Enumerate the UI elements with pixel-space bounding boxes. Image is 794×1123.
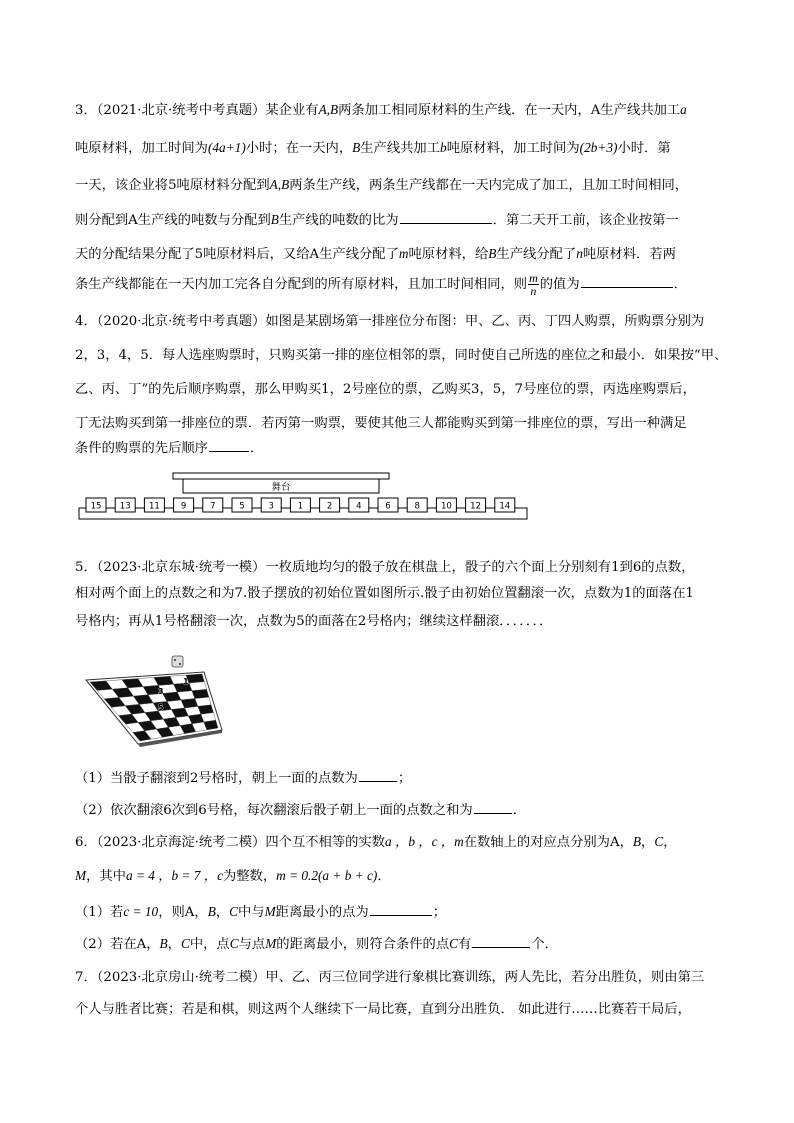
q6-answer-blank-2[interactable] — [472, 934, 530, 948]
fraction-denominator: n — [530, 284, 537, 298]
seat-number: 6 — [385, 501, 391, 512]
q6-var-C: C — [229, 936, 239, 951]
q6-sub-2 — [75, 934, 730, 955]
q6-text: ， — [215, 905, 230, 920]
q4-line-4: 丁无法购买到第一排座位的票．若丙第一购票，要使其他三人都能购买到第一排座位的票，写出一种满足 — [75, 416, 687, 431]
q3-line-3 — [75, 175, 730, 196]
cell-number-1: 1 — [183, 677, 189, 686]
q5-answer-blank-1[interactable] — [359, 768, 397, 782]
q3-text: 则分配到A生产线的吨数与分配到 — [75, 213, 271, 228]
q6-var-B: B — [632, 834, 642, 849]
q3-text: 一天，该企业将5吨原材料分配到 — [75, 178, 270, 193]
q6-var-M: M — [264, 904, 276, 919]
seat-row — [86, 498, 515, 512]
q5-text: ． — [512, 803, 526, 818]
q3-text: 条生产线都能在一天内加工完各自分配到的所有原材料，且加工时间相同，则 — [75, 277, 528, 292]
q5-text: ； — [397, 771, 412, 786]
q3-line-6 — [75, 272, 730, 298]
q6-answer-blank-1[interactable] — [370, 902, 432, 916]
q5-text: （1）当骰子翻滚到2号格时，朝上一面的点数为 — [75, 771, 358, 786]
q6-text: ，其中 — [86, 869, 126, 884]
q3-text: 生产线共加工 — [360, 141, 441, 156]
q6-vars: a ，b ，c ，m — [385, 834, 464, 849]
q3-var-m: m — [398, 246, 409, 261]
q3-var-B: B — [488, 246, 497, 261]
q3-line-2 — [75, 138, 730, 159]
board-cell — [189, 682, 207, 691]
q5-sub-1 — [75, 768, 730, 789]
q3-answer-blank-2[interactable] — [581, 274, 673, 288]
q3-text: 的值为 — [539, 277, 580, 292]
q6-var-c: c — [217, 868, 223, 883]
q6-m-expression: m = 0.2(a + b + c) — [276, 868, 378, 883]
q6-text: ，则A， — [158, 905, 208, 920]
q5-line-1: 5．（2023·北京东城·统考一模）一枚质地均匀的骰子放在棋盘上，骰子的六个面上分别刻有1到6的点数， — [75, 560, 695, 575]
q3-text: 生产线的吨数的比为 — [278, 213, 399, 228]
fraction-numerator: m — [529, 271, 538, 285]
seat-number: 14 — [499, 501, 511, 512]
q3-text: 小时；在一天内， — [245, 141, 353, 156]
q6-text: （2）若在A， — [75, 937, 160, 952]
q3-line-4 — [75, 210, 730, 231]
seat-number: 5 — [239, 501, 245, 512]
q3-expr-2: (2b+3) — [579, 140, 618, 155]
board-cell — [186, 674, 204, 683]
q6-var-M: M — [75, 868, 87, 883]
q6-text: ， — [641, 835, 655, 850]
q5-sub-2 — [75, 800, 730, 821]
seat-number: 10 — [440, 501, 452, 512]
q5-line-2: 相对两个面上的点数之和为7.骰子摆放的初始位置如图所示.骰子由初始位置翻滚一次，点数为1的面落在1 — [75, 586, 694, 601]
q3-text: 小时．第 — [617, 141, 671, 156]
seat-number: 4 — [356, 501, 362, 512]
q6-text: 在数轴上的对应点分别为A， — [463, 835, 633, 850]
q6-var-B: B — [207, 904, 216, 919]
q3-var-ab: A,B — [318, 102, 339, 117]
q3-text: 吨原材料，给 — [408, 247, 489, 262]
q4-text: 条件的购票的先后顺序 — [75, 441, 208, 456]
q3-line-1 — [75, 100, 730, 121]
q6-text: （1）若 — [75, 905, 124, 920]
q3-line-5 — [75, 244, 730, 265]
q6-var-C: C — [449, 936, 459, 951]
q3-answer-blank-1[interactable] — [400, 210, 492, 224]
seat-number: 2 — [326, 501, 333, 512]
seat-number: 13 — [119, 501, 131, 512]
q3-text: 两条加工相同原材料的生产线．在一天内，A生产线共加工 — [338, 103, 681, 118]
seat-number: 9 — [180, 501, 187, 512]
dice-icon — [172, 656, 183, 667]
q6-c-value: c = 10 — [123, 904, 159, 919]
q6-sub-1 — [75, 902, 730, 923]
q3-var-b: b — [440, 140, 447, 155]
dice-pip — [179, 663, 181, 665]
q6-text: ． — [377, 869, 391, 884]
q3-var-B: B — [270, 212, 279, 227]
q4-answer-blank[interactable] — [209, 438, 249, 452]
q6-var-C: C — [654, 834, 664, 849]
dice-pip — [174, 659, 176, 661]
q5-line-3: 号格内；再从1号格翻滚一次，点数为5的面落在2号格内；继续这样翻滚．．．．．．． — [75, 614, 553, 629]
q6-text: 6．（2023·北京海淀·统考二模）四个互不相等的实数 — [75, 835, 386, 850]
q6-var-M: M — [265, 936, 277, 951]
seat-number: 8 — [414, 501, 420, 512]
q3-var-n: n — [576, 246, 583, 261]
q7-line-2: 个人与胜者比赛；若是和棋，则这两个人继续下一局比赛，直到分出胜负． 如此进行……比赛若干局后， — [75, 1002, 691, 1017]
q6-text: ； — [432, 905, 447, 920]
q6-var-C: C — [229, 904, 238, 919]
q4-line-1: 4．（2020·北京·统考中考真题）如图是某剧场第一排座位分布图：甲、乙、丙、丁四人购票，所购票分别为 — [75, 314, 705, 329]
q6-text: 距离最小的点为 — [275, 905, 369, 920]
q6-text: 中与 — [237, 905, 265, 920]
q6-line-2 — [75, 866, 730, 887]
q3-text: 吨原材料．若两 — [582, 247, 676, 262]
q6-text: 中，点 — [189, 937, 230, 952]
q3-expr-1: (4a+1) — [207, 140, 246, 155]
q3-text: 吨原材料，加工时间为 — [75, 141, 208, 156]
chessboard-figure — [76, 652, 224, 748]
seat-number: 3 — [268, 501, 274, 512]
q7-line-1: 7．（2023·北京房山·统考二模）甲、乙、丙三位同学进行象棋比赛训练，两人先比，若分出胜负，则由第三 — [75, 970, 705, 985]
q6-text: 个． — [531, 937, 558, 952]
stage-label: 舞台 — [271, 482, 291, 493]
q3-text: 3．（2021·北京·统考中考真题）某企业有 — [75, 103, 319, 118]
q4-line-3: 乙、丙、丁”的先后顺序购票，那么甲购买1，2号座位的票，乙购买3，5，7号座位的票，丙选座购票后， — [75, 382, 696, 397]
q3-text: ． — [673, 277, 687, 292]
q4-text: ． — [249, 441, 264, 456]
q6-line-1 — [75, 832, 730, 853]
q6-var-B: B — [159, 936, 168, 951]
q3-text: 吨原材料，加工时间为 — [446, 141, 580, 156]
q6-text: 与点 — [238, 937, 266, 952]
stage-top-bar — [173, 473, 389, 479]
q6-text: 有 — [458, 937, 472, 952]
q6-text: 的距离最小，则符合条件的点 — [276, 937, 450, 952]
cell-number-5: 5 — [158, 703, 164, 712]
seat-number: 15 — [90, 501, 102, 512]
q6-text: 为整数， — [222, 869, 277, 884]
q3-var-a: a — [680, 102, 687, 117]
q3-text: 两条生产线，两条生产线都在一天内完成了加工，且加工时间相同， — [289, 178, 689, 193]
q6-conditions: a = 4 ，b = 7 ， — [125, 868, 218, 883]
q3-text: 天的分配结果分配了5吨原材料后，又给A生产线分配了 — [75, 247, 399, 262]
q3-text: ．第二天开工前，该企业按第一 — [492, 213, 679, 228]
q4-line-5 — [75, 438, 730, 459]
seat-number: 11 — [148, 501, 160, 512]
q5-text: （2）依次翻滚6次到6号格，每次翻滚后骰子朝上一面的点数之和为 — [75, 803, 473, 818]
theater-seating-figure — [78, 470, 528, 522]
q6-text: ， — [663, 835, 677, 850]
q3-var-ab: A,B — [269, 177, 290, 192]
q3-var-B: B — [352, 140, 361, 155]
q3-fraction — [528, 272, 539, 297]
seat-number: 12 — [470, 501, 482, 512]
q6-text: ， — [167, 937, 181, 952]
seat-number: 1 — [297, 501, 304, 512]
cell-number-3: 3 — [158, 687, 164, 696]
q4-line-2: 2，3，4，5．每人选座购票时，只购买第一排的座位相邻的票，同时使自己所选的座位之和最小．如果按“甲、 — [75, 348, 728, 363]
q3-text: 生产线分配了 — [496, 247, 577, 262]
q6-var-C: C — [180, 936, 190, 951]
q5-answer-blank-2[interactable] — [474, 800, 512, 814]
seat-number: 7 — [210, 501, 216, 512]
